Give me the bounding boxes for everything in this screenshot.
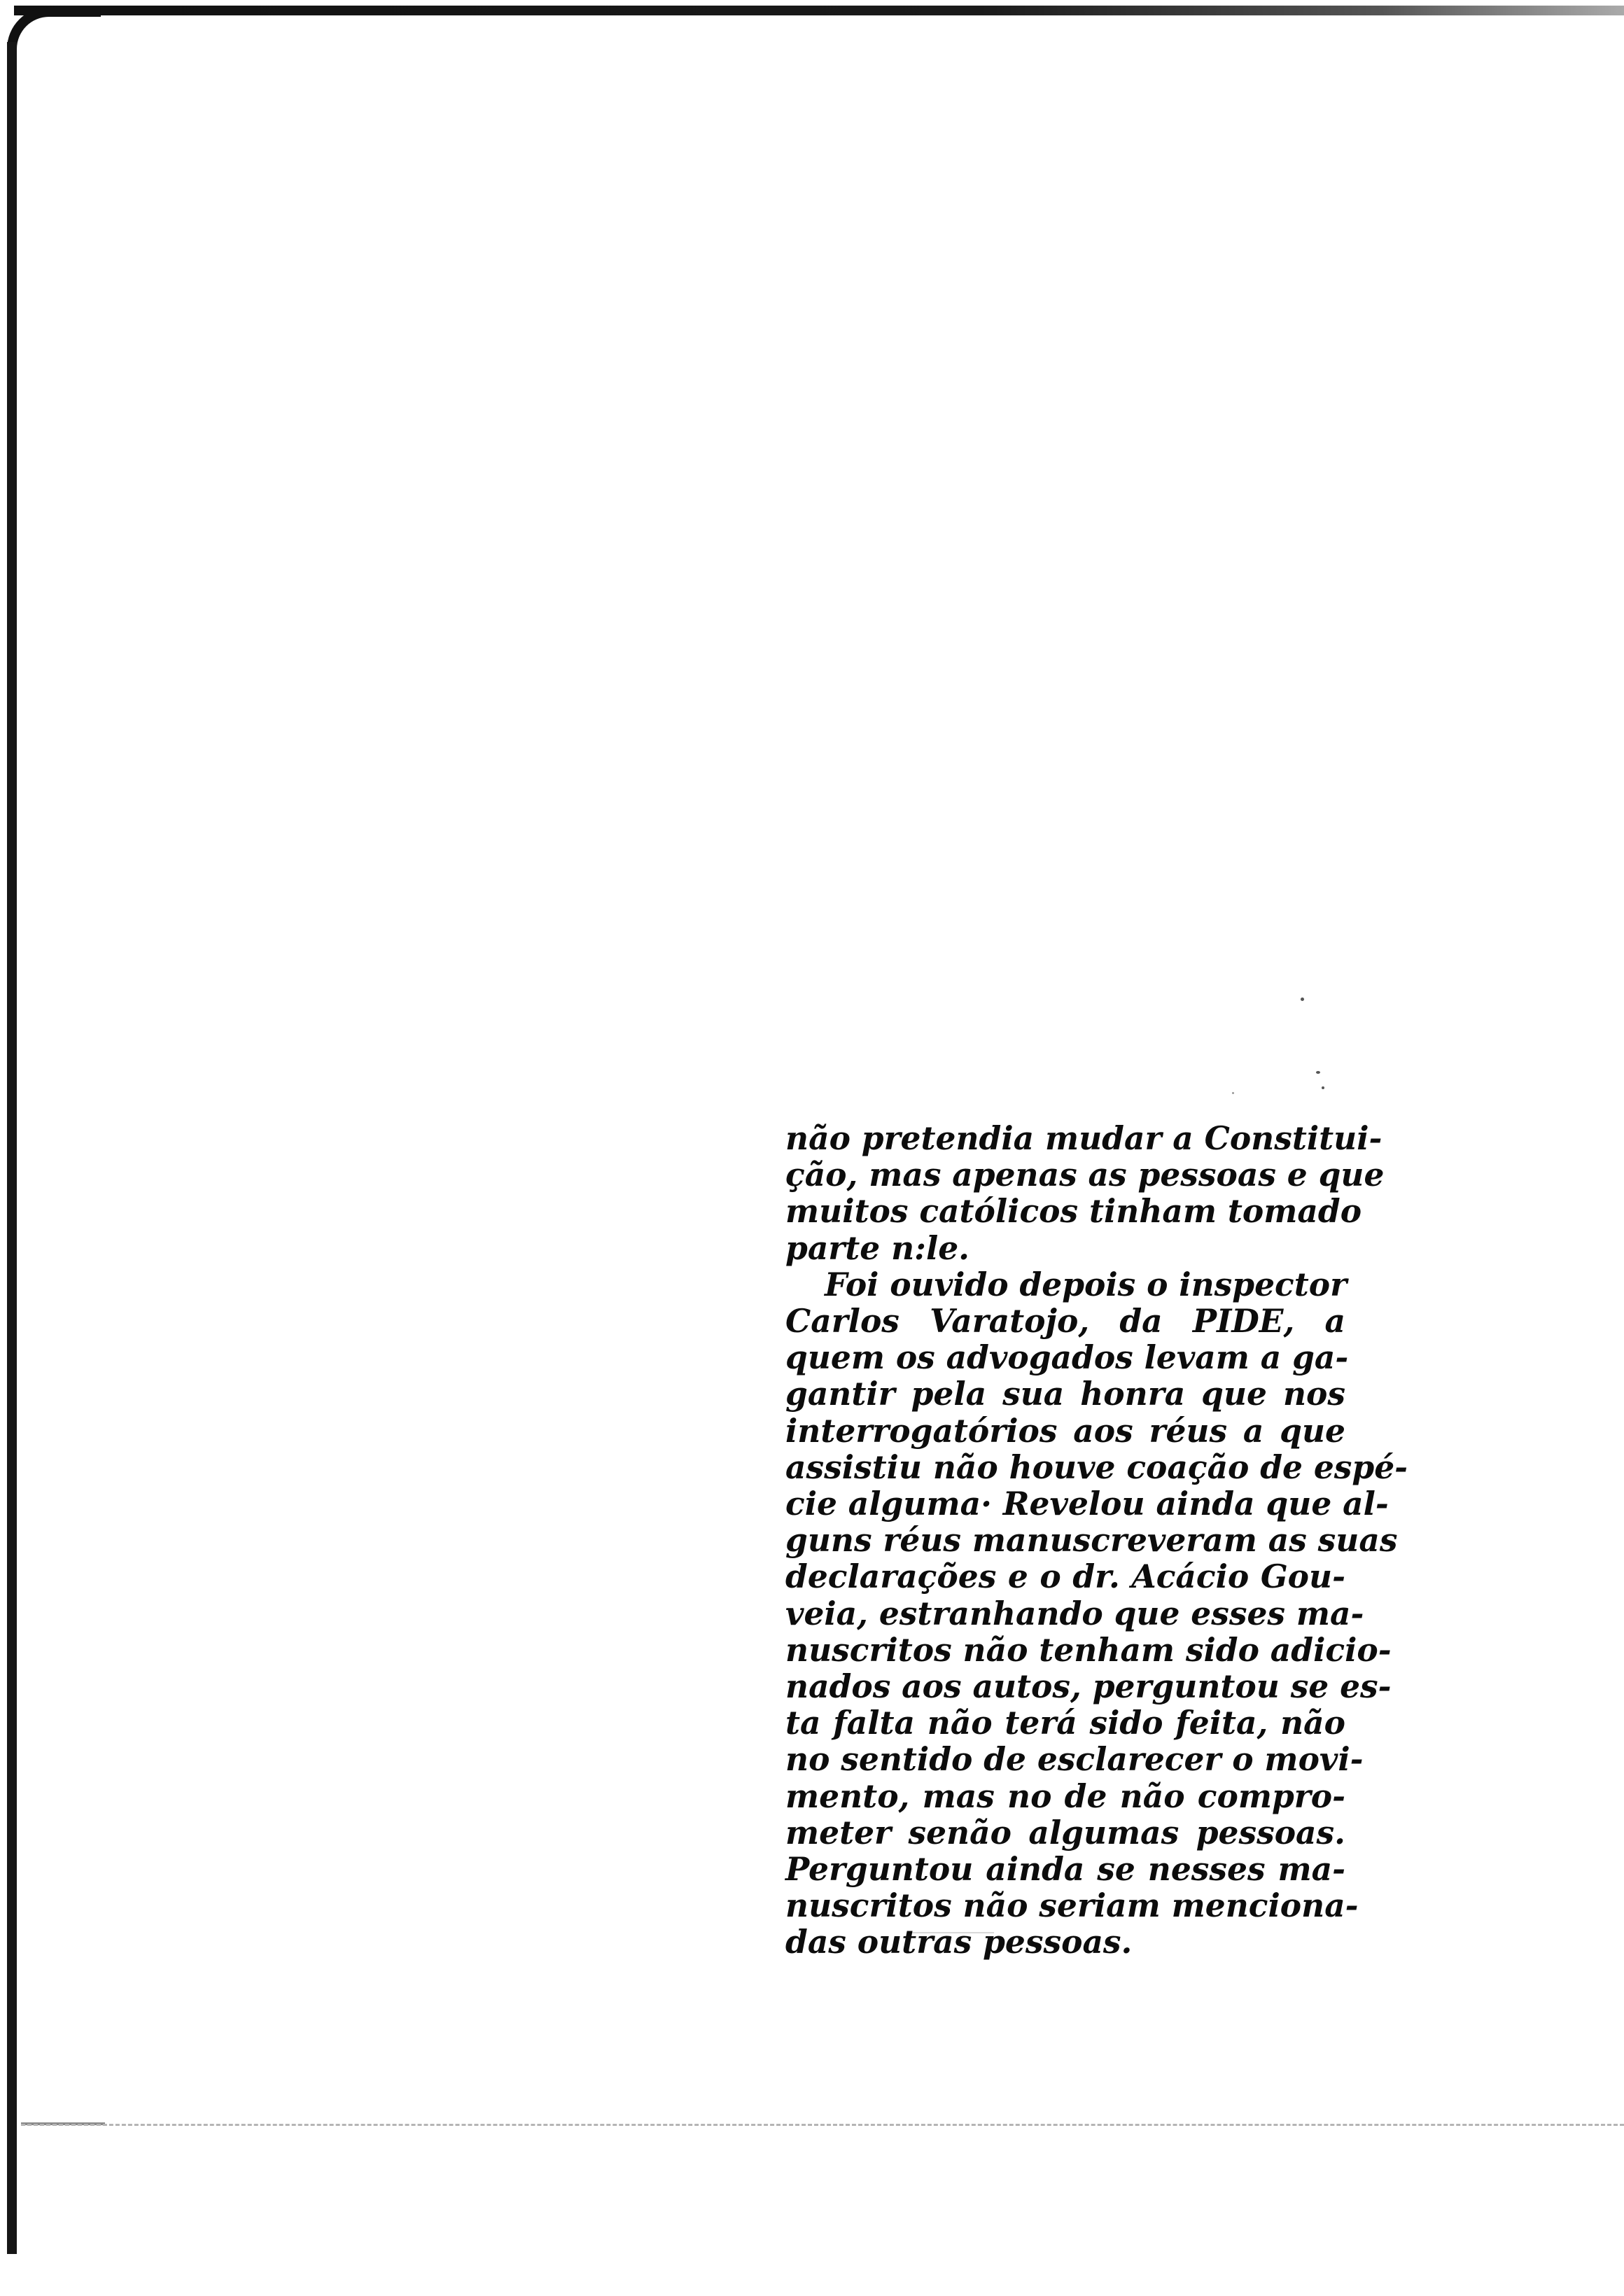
scan-speck <box>1232 1092 1234 1094</box>
text-line: gantir pela sua honra que nos <box>785 1375 1345 1413</box>
text-line: muitos católicos tinham tomado <box>785 1192 1362 1231</box>
text-line: nados aos autos, perguntou se es- <box>785 1667 1392 1706</box>
text-line: parte n:le. <box>785 1228 970 1267</box>
text-line: meter senão algumas pessoas. <box>785 1813 1345 1851</box>
paragraph-1 <box>785 1119 1385 1267</box>
text-line: Foi ouvido depois o inspector <box>825 1265 1348 1303</box>
text-line: interrogatórios aos réus a que <box>785 1411 1345 1450</box>
paragraph-2 <box>785 1265 1408 1961</box>
text-line: assistiu não houve coação de espé- <box>785 1448 1408 1486</box>
text-line: mento, mas no de não compro- <box>785 1777 1345 1815</box>
text-line: ção, mas apenas as pessoas e que <box>785 1156 1385 1194</box>
fold-line <box>21 2124 1624 2126</box>
text-line: nuscritos não tenham sido adicio- <box>785 1630 1392 1669</box>
text-line: Carlos Varatojo, da PIDE, a <box>785 1302 1345 1340</box>
text-line: nuscritos não seriam menciona- <box>785 1886 1359 1925</box>
scan-border-corner <box>7 7 101 101</box>
scan-border-left <box>7 42 17 2254</box>
newspaper-clipping <box>785 1119 1408 1961</box>
scan-speck <box>1316 1071 1320 1074</box>
text-line: veia, estranhando que esses ma- <box>785 1594 1364 1632</box>
text-line: no sentido de esclarecer o movi- <box>785 1740 1364 1779</box>
text-line: das outras pessoas. <box>785 1923 1133 1961</box>
text-line: não pretendia mudar a Constitui- <box>785 1119 1382 1157</box>
text-line: Perguntou ainda se nesses ma- <box>785 1850 1345 1889</box>
text-line: cie alguma· Revelou ainda que al- <box>785 1485 1389 1523</box>
text-line: ta falta não terá sido feita, não <box>785 1704 1345 1742</box>
scan-speck <box>1322 1086 1324 1089</box>
scan-border-top <box>14 6 1624 15</box>
text-line: quem os advogados levam a ga- <box>785 1338 1349 1377</box>
scan-speck <box>1301 997 1304 1001</box>
text-line: guns réus manuscreveram as suas <box>785 1521 1398 1560</box>
text-line: declarações e o dr. Acácio Gou- <box>785 1558 1345 1596</box>
